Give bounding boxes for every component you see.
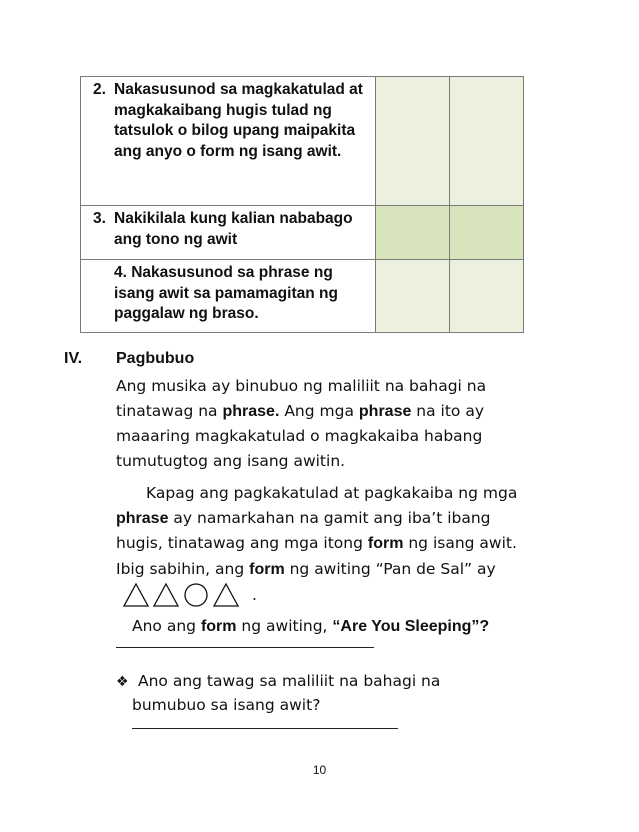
text-run: ay namarkahan na gamit ang iba’t ibang hugis, tinatawag ang mga itong <box>116 508 491 552</box>
text-run: Ang mga <box>279 401 359 420</box>
criterion-cell <box>81 260 376 333</box>
paragraph-2 <box>116 481 536 608</box>
triangle-shape <box>212 582 240 608</box>
text-run: Ano ang <box>132 617 201 635</box>
score-cell <box>450 206 524 260</box>
triangle-shape <box>122 582 150 608</box>
text-run: ng awiting “Pan de Sal” ay <box>284 559 496 578</box>
criterion-number: 3. <box>93 210 106 227</box>
criterion-cell <box>81 206 376 260</box>
text-run: Ang musika ay binubuo ng maliliit na bahagi na tinatawag na <box>116 377 487 420</box>
criterion-text: 4. Nakasusunod sa phrase ng isang awit sa pamamagitan ng paggalaw ng braso. <box>114 264 338 322</box>
question-2 <box>116 670 516 717</box>
bold-term: form <box>200 618 237 635</box>
score-cell <box>450 77 524 206</box>
triangle-shape <box>152 582 180 608</box>
table-row <box>81 206 524 260</box>
bold-term: form <box>367 535 404 552</box>
bold-term: “Are You Sleeping”? <box>332 618 490 635</box>
paragraph-1 <box>116 374 536 473</box>
circle-shape <box>182 582 210 608</box>
criterion-number: 2. <box>93 81 106 98</box>
section-heading <box>64 350 194 368</box>
section-numeral: IV. <box>64 350 83 367</box>
text-run: na ito ay maaaring magkakatulad o magkakaiba habang tumutugtog ang isang awitin. <box>116 401 485 470</box>
criterion-text: Nakikilala kung kalian nababago ang tono ng awit <box>114 210 353 248</box>
bold-term: form <box>249 560 285 578</box>
table-row <box>81 260 524 333</box>
text-run: Kapag ang pagkakatulad at pagkakaiba ng mga <box>146 484 518 502</box>
bold-term: phrase. <box>222 402 280 420</box>
diamond-bullet-icon: ❖ <box>116 674 129 690</box>
score-cell <box>376 206 450 260</box>
score-cell <box>376 77 450 206</box>
form-shapes <box>122 582 240 608</box>
page-number: 10 <box>312 763 327 777</box>
rubric-table <box>80 76 524 333</box>
answer-line[interactable] <box>132 728 398 729</box>
bold-term: phrase <box>116 509 169 527</box>
bold-term: phrase <box>358 402 412 420</box>
section-title: Pagbubuo <box>116 350 195 367</box>
text-run: Ano ang tawag sa maliliit na bahagi na <box>138 672 441 690</box>
criterion-cell <box>81 77 376 206</box>
text-run: bumubuo sa isang awit? <box>132 696 321 714</box>
text-run: ng isang awit. Ibig sabihin, ang <box>116 534 517 578</box>
score-cell <box>450 260 524 333</box>
text-run: ng awiting, <box>236 617 333 635</box>
score-cell <box>376 260 450 333</box>
question-1 <box>132 614 489 639</box>
text-run: . <box>252 585 257 604</box>
criterion-text: Nakasusunod sa magkakatulad at magkakaibang hugis tulad ng tatsulok o bilog upang maipakita ang anyo o form ng isang awit. <box>114 81 363 160</box>
answer-line[interactable] <box>116 647 374 648</box>
table-row <box>81 77 524 206</box>
